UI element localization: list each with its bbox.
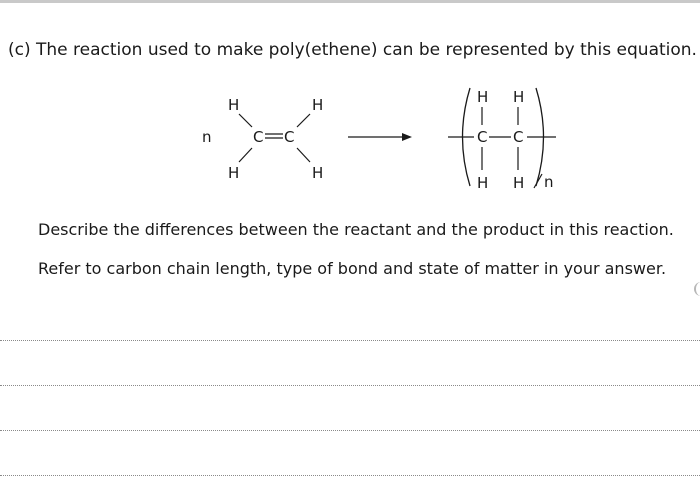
- reactant-carbon-1: C: [253, 128, 264, 146]
- answer-line[interactable]: [0, 340, 700, 341]
- reactant-carbon-2: C: [284, 128, 295, 146]
- page-edge-mark: [694, 282, 700, 296]
- product-h-bottom-left: H: [477, 174, 489, 192]
- reaction-equation: [0, 80, 700, 200]
- reactant-bond-top-right: [297, 114, 310, 127]
- answer-line[interactable]: [0, 385, 700, 386]
- product-subscript-n: n: [544, 173, 554, 191]
- product-polyethene: [448, 88, 556, 192]
- reactant-ethene: [202, 96, 323, 182]
- answer-line[interactable]: [0, 430, 700, 431]
- reactant-h-top-left: H: [228, 96, 240, 114]
- product-carbon-1: C: [477, 128, 488, 146]
- question-text: (c) The reaction used to make poly(ethene) can be represented by this equation.: [8, 40, 697, 60]
- reaction-arrow: [348, 133, 412, 141]
- product-h-top-left: H: [477, 88, 489, 106]
- product-h-bottom-right: H: [513, 174, 525, 192]
- answer-line[interactable]: [0, 475, 700, 476]
- reactant-bond-bottom-right: [297, 148, 310, 162]
- reactant-coefficient: n: [202, 128, 212, 146]
- instruction-line-1: Describe the differences between the reactant and the product in this reaction.: [38, 220, 674, 239]
- reactant-h-bottom-left: H: [228, 164, 240, 182]
- reactant-h-bottom-right: H: [312, 164, 324, 182]
- reactant-h-top-right: H: [312, 96, 324, 114]
- reactant-bond-bottom-left: [239, 148, 252, 162]
- product-carbon-2: C: [513, 128, 524, 146]
- top-rule: [0, 0, 700, 3]
- product-h-top-right: H: [513, 88, 525, 106]
- instruction-line-2: Refer to carbon chain length, type of bond and state of matter in your answer.: [38, 259, 667, 278]
- reactant-bond-top-left: [239, 114, 252, 127]
- product-subscript-slash: [534, 174, 542, 188]
